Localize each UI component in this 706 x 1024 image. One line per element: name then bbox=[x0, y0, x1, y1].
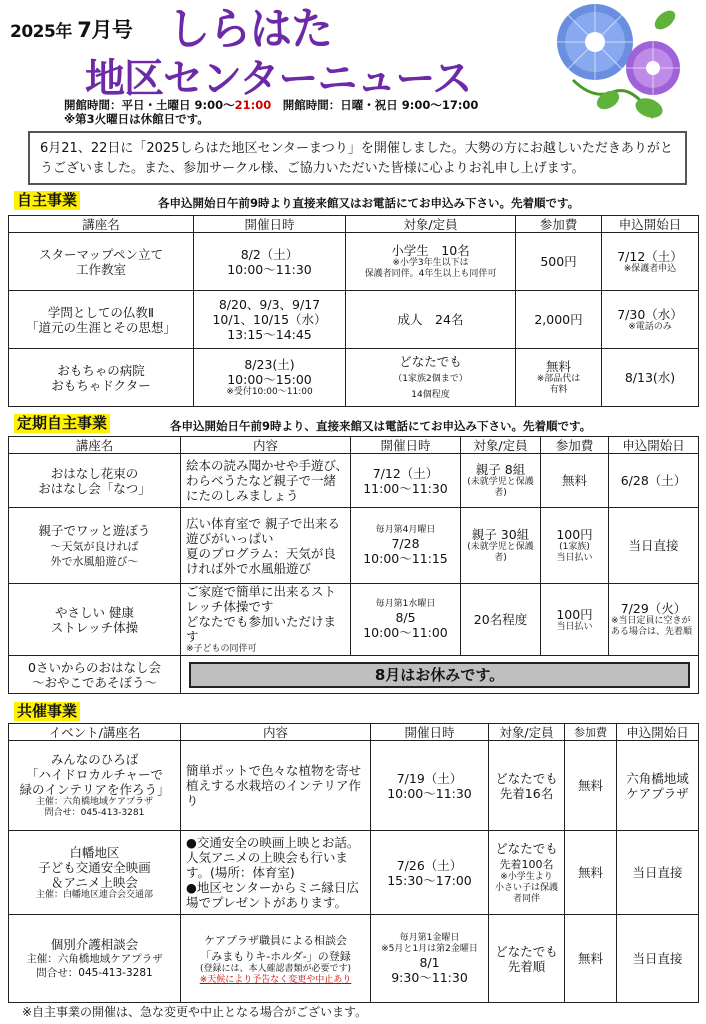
content-line: ご家庭で簡単に出来るストレッチ体操です bbox=[186, 584, 337, 614]
col-header: 対象/定員 bbox=[346, 216, 516, 233]
col-header: 開催日時 bbox=[351, 437, 461, 454]
date-line: 10:00～11:15 bbox=[363, 551, 448, 566]
course-name bbox=[9, 584, 181, 656]
col-header: 講座名 bbox=[9, 437, 181, 454]
section-title-teiki: 定期自主事業 bbox=[14, 414, 110, 433]
course-name bbox=[9, 349, 194, 407]
course-target bbox=[346, 233, 516, 291]
course-fee bbox=[516, 349, 602, 407]
course-date bbox=[351, 508, 461, 584]
course-name-line: ～天気が良ければ bbox=[50, 540, 139, 553]
target-line: 先着16名 bbox=[499, 785, 554, 801]
morning-glory-illustration bbox=[553, 0, 699, 128]
table-row bbox=[9, 508, 699, 584]
content-line: 夏のプログラム：天気が良ければ外で水風船遊び bbox=[186, 545, 336, 576]
date-line: 7/28 bbox=[391, 536, 420, 551]
col-header: 参加費 bbox=[516, 216, 602, 233]
course-name-line: ストレッチ体操 bbox=[50, 619, 139, 635]
table-row bbox=[9, 291, 699, 349]
course-name bbox=[9, 454, 181, 508]
course-date bbox=[351, 454, 461, 508]
target-note: 小さい子は保護者同伴 bbox=[494, 882, 558, 904]
course-content bbox=[181, 584, 351, 656]
target-note: ※小学3年生以下は bbox=[392, 258, 469, 268]
course-date bbox=[194, 233, 346, 291]
start-note: ※当日定員に空きがある場合は、先着順 bbox=[611, 616, 693, 637]
col-header: 開催日時 bbox=[371, 724, 489, 741]
hours-weekday-close: 21:00 bbox=[234, 98, 272, 112]
date-line: 8/2（土） bbox=[240, 246, 299, 262]
content-note: ※子どもの同伴可 bbox=[186, 644, 257, 654]
event-name-line: 子ども交通安全映画 bbox=[38, 859, 151, 875]
target-line: どなたでも bbox=[495, 770, 558, 786]
col-header: 内容 bbox=[181, 437, 351, 454]
fee-value: 無料 bbox=[545, 359, 571, 374]
course-name-line: おもちゃの病院 bbox=[57, 362, 145, 378]
date-line: 15:30～17:00 bbox=[387, 872, 472, 888]
table-row bbox=[9, 831, 699, 915]
course-name-line: おもちゃドクター bbox=[51, 377, 151, 393]
target-note: (未就学児と保護者) bbox=[467, 477, 534, 498]
course-date bbox=[194, 349, 346, 407]
date-line: 8/20、9/3、9/17 bbox=[218, 297, 321, 312]
course-name bbox=[9, 291, 194, 349]
event-name-line: ＆アニメ上映会 bbox=[51, 874, 138, 890]
date-line: 10:00～11:30 bbox=[227, 261, 312, 277]
target-line: どなたでも bbox=[495, 943, 558, 959]
target-note: 14個程度 bbox=[411, 390, 450, 400]
target-line: どなたでも bbox=[495, 840, 558, 856]
event-contact: 問合せ：045-413-3281 bbox=[44, 808, 145, 818]
content-line: 広い体育室で 親子で出来る 遊びがいっぱい bbox=[186, 515, 340, 546]
table-kyosai bbox=[8, 723, 699, 1003]
fee-value: 100円 bbox=[556, 527, 593, 542]
issue-year: 2025年 bbox=[10, 22, 72, 42]
course-target bbox=[346, 349, 516, 407]
fee-note: 有料 bbox=[549, 385, 568, 395]
col-header: 対象/定員 bbox=[489, 724, 565, 741]
start-date: 7/29（火） bbox=[620, 601, 687, 616]
start-line: 六角橋地域 bbox=[626, 770, 689, 786]
event-target bbox=[489, 915, 565, 1003]
course-start bbox=[602, 233, 699, 291]
event-target bbox=[489, 831, 565, 915]
course-start bbox=[609, 584, 699, 656]
event-organizer: 主催：白幡地区連合会交通部 bbox=[35, 889, 153, 900]
start-line: ケアプラザ bbox=[626, 785, 689, 801]
notice-box: 6月21、22日に「2025しらはた地区センターまつり」を開催しました。大勢の方にお越しいただきありがとうございました。また、参加サークル様、ご協力いただいた皆様に心よりお礼申し上げます。 bbox=[28, 131, 687, 185]
content-line: ケアプラザ職員による相談会 bbox=[204, 933, 347, 947]
date-line: 7/19（土） bbox=[396, 770, 463, 786]
date-note: 毎月第1水曜日 bbox=[375, 599, 436, 609]
course-content: 絵本の読み聞かせや手遊び、わらべうたなど親子で一緒にたのしみましょう bbox=[181, 454, 351, 508]
course-target bbox=[461, 508, 541, 584]
course-name-line: 工作教室 bbox=[75, 261, 126, 277]
col-header: 講座名 bbox=[9, 216, 194, 233]
event-organizer: 主催：六角橋地域ケアプラザ bbox=[35, 797, 153, 807]
event-date bbox=[371, 741, 489, 831]
section-title-jishu: 自主事業 bbox=[14, 191, 80, 210]
footer-note: ※自主事業の開催は、急な変更や中止となる場合がございます。 bbox=[22, 1005, 368, 1019]
col-header: 参加費 bbox=[541, 437, 609, 454]
table-row bbox=[9, 656, 699, 694]
event-fee: 無料 bbox=[565, 741, 617, 831]
course-name-line: やさしい 健康 bbox=[55, 604, 134, 620]
title-line1: しらはた bbox=[168, 2, 333, 55]
content-line: どなたでも参加いただけます bbox=[186, 614, 337, 644]
event-name-line: 個別介護相談会 bbox=[50, 937, 139, 952]
col-header: 申込開始日 bbox=[617, 724, 699, 741]
holiday-cell bbox=[181, 656, 699, 694]
course-fee: 500円 bbox=[516, 233, 602, 291]
fee-note: (1家族) bbox=[559, 542, 590, 552]
target-line: 親子 8組 bbox=[475, 462, 526, 477]
date-line: 10:00～15:00 bbox=[227, 372, 312, 387]
table-jishu bbox=[8, 215, 699, 407]
event-contact: 問合せ：045-413-3281 bbox=[36, 967, 153, 979]
event-fee: 無料 bbox=[565, 831, 617, 915]
course-target bbox=[461, 454, 541, 508]
fee-value: 100円 bbox=[556, 606, 593, 622]
date-line: 10:00～11:00 bbox=[363, 625, 448, 640]
col-header: 内容 bbox=[181, 724, 371, 741]
start-date: 7/12（土） bbox=[617, 248, 683, 264]
table-header bbox=[9, 437, 699, 454]
date-line: 7/26（土） bbox=[396, 857, 463, 873]
content-line: ●交通安全の映画上映とお話。人気アニメの上映会も行います。(場所：体育室) bbox=[186, 835, 360, 880]
fee-note: 当日払い bbox=[556, 621, 593, 632]
course-fee bbox=[541, 584, 609, 656]
date-line: 11:00～11:30 bbox=[363, 480, 448, 496]
section-note-teiki: 各申込開始日午前9時より、直接来館又は電話にてお申込み下さい。先着順です。 bbox=[170, 419, 592, 433]
course-name-line: 「道元の生涯とその思想」 bbox=[25, 319, 176, 335]
event-fee: 無料 bbox=[565, 915, 617, 1003]
date-line: 10/1、10/15（水） bbox=[212, 312, 327, 327]
table-header bbox=[9, 216, 699, 233]
target-note: （1家族2個まで） bbox=[393, 374, 468, 384]
target-line: どなたでも bbox=[399, 354, 462, 369]
event-name-line: 緑のインテリアを作ろう」 bbox=[19, 782, 170, 797]
course-start: 8/13(水) bbox=[602, 349, 699, 407]
date-note: 毎月第1金曜日 bbox=[399, 932, 460, 943]
course-start bbox=[602, 291, 699, 349]
event-name-line: 「ハイドロカルチャーで bbox=[25, 767, 164, 782]
course-date bbox=[194, 291, 346, 349]
course-name-line: ～おやこであそぼう～ bbox=[31, 674, 157, 690]
col-header: 申込開始日 bbox=[602, 216, 699, 233]
course-name-line: 親子でワッと遊ぼう bbox=[38, 523, 151, 538]
target-line: 先着順 bbox=[507, 958, 546, 974]
target-line: 親子 30組 bbox=[471, 527, 530, 542]
target-note: 保護者同伴。4年生以上も同伴可 bbox=[364, 269, 497, 279]
course-name-line: おはなし会「なつ」 bbox=[38, 480, 151, 496]
table-teiki bbox=[8, 436, 699, 694]
holiday-banner: 8月はお休みです。 bbox=[189, 662, 690, 688]
course-fee bbox=[541, 508, 609, 584]
course-name-line: おはなし花束の bbox=[50, 465, 139, 481]
issue-label bbox=[10, 14, 132, 44]
course-name bbox=[9, 656, 181, 694]
date-note: 毎月第4月曜日 bbox=[375, 525, 436, 535]
target-note: ※小学生より bbox=[500, 871, 553, 882]
event-name bbox=[9, 915, 181, 1003]
fee-note: ※部品代は bbox=[536, 374, 581, 384]
table-row bbox=[9, 349, 699, 407]
fee-note: 当日払い bbox=[556, 553, 593, 563]
course-name bbox=[9, 233, 194, 291]
hours-weekend: 開館時間：日曜・祝日 9:00～17:00 bbox=[282, 98, 479, 112]
date-line: 7/12（土） bbox=[372, 465, 439, 481]
date-line: 13:15～14:45 bbox=[227, 327, 312, 342]
date-line: 9:30～11:30 bbox=[391, 969, 468, 985]
course-date bbox=[351, 584, 461, 656]
course-target: 成人 24名 bbox=[346, 291, 516, 349]
event-date bbox=[371, 915, 489, 1003]
target-note: (未就学児と保護者) bbox=[467, 542, 534, 563]
start-note: ※電話のみ bbox=[628, 321, 672, 332]
col-header: 開催日時 bbox=[194, 216, 346, 233]
course-name-line: スターマップペン立て bbox=[38, 246, 163, 262]
course-name-line: 外で水風船遊び～ bbox=[50, 555, 139, 568]
title-line2: 地区センターニュース bbox=[85, 56, 472, 102]
content-line: 「みまもりキ-ホルダ-」の登録 bbox=[200, 949, 351, 963]
issue-month: 7月号 bbox=[77, 18, 133, 42]
target-line: 先着100名 bbox=[499, 857, 554, 871]
date-line: 8/1 bbox=[419, 954, 440, 970]
event-organizer: 主催：六角橋地域ケアプラザ bbox=[26, 953, 163, 965]
event-content bbox=[181, 915, 371, 1003]
event-name-line: みんなのひろば bbox=[50, 752, 139, 767]
date-note: ※受付10:00～11:00 bbox=[226, 387, 313, 397]
table-row bbox=[9, 741, 699, 831]
date-line: 8/23(土) bbox=[244, 357, 295, 372]
course-name-line: 0さいからのおはなし会 bbox=[28, 659, 161, 675]
table-row bbox=[9, 915, 699, 1003]
event-start: 当日直接 bbox=[617, 915, 699, 1003]
table-row bbox=[9, 454, 699, 508]
col-header: 申込開始日 bbox=[609, 437, 699, 454]
start-date: 7/30（水） bbox=[617, 306, 683, 322]
course-name bbox=[9, 508, 181, 584]
event-content: 簡単ポットで色々な植物を寄せ植えする水栽培のインテリア作り bbox=[181, 741, 371, 831]
date-line: 8/5 bbox=[395, 610, 416, 625]
content-warning: ※天候により予告なく変更や中止あり bbox=[199, 974, 352, 985]
course-target: 20名程度 bbox=[461, 584, 541, 656]
course-start: 6/28（土） bbox=[609, 454, 699, 508]
table-row bbox=[9, 233, 699, 291]
table-row bbox=[9, 584, 699, 656]
col-header: 参加費 bbox=[565, 724, 617, 741]
date-note: ※5月と1月は第2金曜日 bbox=[381, 943, 478, 954]
content-line: ●地区センターからミニ縁日広場でプレゼントがあります。 bbox=[186, 880, 359, 910]
event-date bbox=[371, 831, 489, 915]
course-content bbox=[181, 508, 351, 584]
date-line: 10:00～11:30 bbox=[387, 785, 472, 801]
event-content bbox=[181, 831, 371, 915]
table-header bbox=[9, 724, 699, 741]
course-fee: 無料 bbox=[541, 454, 609, 508]
target-line: 小学生 10名 bbox=[391, 243, 470, 258]
event-name bbox=[9, 741, 181, 831]
start-note: ※保護者申込 bbox=[623, 263, 677, 274]
course-start: 当日直接 bbox=[609, 508, 699, 584]
course-name-line: 学問としての仏教Ⅱ bbox=[47, 304, 155, 320]
event-target bbox=[489, 741, 565, 831]
hours-weekday: 開館時間：平日・土曜日 9:00～ bbox=[64, 98, 235, 112]
event-start: 当日直接 bbox=[617, 831, 699, 915]
closed-day-note: ※第3火曜日は休館日です。 bbox=[64, 112, 209, 126]
section-note-jishu: 各申込開始日午前9時より直接来館又はお電話にてお申込み下さい。先着順です。 bbox=[158, 196, 580, 210]
section-title-kyosai: 共催事業 bbox=[14, 702, 80, 721]
course-fee: 2,000円 bbox=[516, 291, 602, 349]
event-start bbox=[617, 741, 699, 831]
col-header: イベント/講座名 bbox=[9, 724, 181, 741]
event-name bbox=[9, 831, 181, 915]
event-name-line: 白幡地区 bbox=[69, 844, 120, 860]
content-note: (登録には、本人確認書類が必要です) bbox=[199, 963, 352, 974]
col-header: 対象/定員 bbox=[461, 437, 541, 454]
